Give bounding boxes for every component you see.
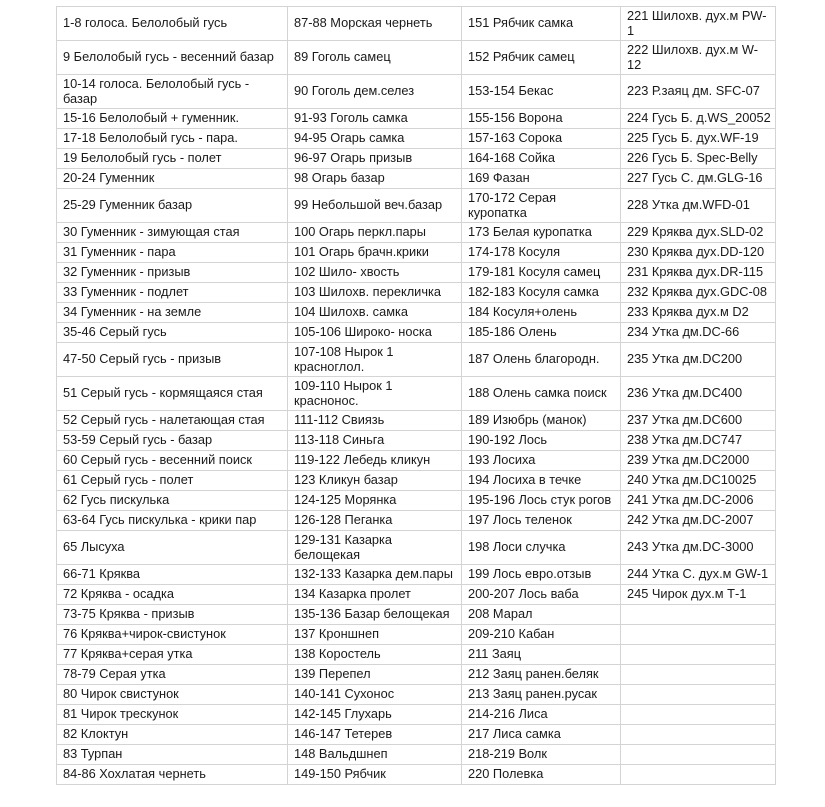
table-cell: 164-168 Сойка [462, 149, 621, 169]
table-cell: 84-86 Хохлатая чернеть [57, 765, 288, 785]
table-cell: 61 Серый гусь - полет [57, 471, 288, 491]
table-cell: 52 Серый гусь - налетающая стая [57, 411, 288, 431]
table-cell: 134 Казарка пролет [288, 585, 462, 605]
table-cell: 152 Рябчик самец [462, 41, 621, 75]
table-row [57, 129, 776, 149]
table-cell: 182-183 Косуля самка [462, 283, 621, 303]
table-row [57, 223, 776, 243]
table-cell: 217 Лиса самка [462, 725, 621, 745]
table-cell: 81 Чирок трескунок [57, 705, 288, 725]
table-row [57, 189, 776, 223]
table-row [57, 7, 776, 41]
table-cell: 243 Утка дм.DC-3000 [621, 531, 776, 565]
table-cell: 199 Лось евро.отзыв [462, 565, 621, 585]
table-cell: 213 Заяц ранен.русак [462, 685, 621, 705]
table-cell: 195-196 Лось стук рогов [462, 491, 621, 511]
table-row [57, 411, 776, 431]
table-cell: 184 Косуля+олень [462, 303, 621, 323]
table-cell: 139 Перепел [288, 665, 462, 685]
table-cell [621, 605, 776, 625]
table-cell: 228 Утка дм.WFD-01 [621, 189, 776, 223]
table-cell: 179-181 Косуля самец [462, 263, 621, 283]
table-cell: 232 Кряква дух.GDC-08 [621, 283, 776, 303]
table-cell: 155-156 Ворона [462, 109, 621, 129]
table-row [57, 765, 776, 785]
table-cell: 227 Гусь С. дм.GLG-16 [621, 169, 776, 189]
table-cell: 187 Олень благородн. [462, 343, 621, 377]
table-cell: 218-219 Волк [462, 745, 621, 765]
table-row [57, 149, 776, 169]
table-cell: 62 Гусь пискулька [57, 491, 288, 511]
table-cell: 15-16 Белолобый + гуменник. [57, 109, 288, 129]
table-cell: 224 Гусь Б. д.WS_20052 [621, 109, 776, 129]
table-cell: 31 Гуменник - пара [57, 243, 288, 263]
table-cell: 235 Утка дм.DC200 [621, 343, 776, 377]
table-cell: 119-122 Лебедь кликун [288, 451, 462, 471]
table-cell: 225 Гусь Б. дух.WF-19 [621, 129, 776, 149]
table-cell: 47-50 Серый гусь - призыв [57, 343, 288, 377]
table-cell: 109-110 Нырок 1 красноноc. [288, 377, 462, 411]
table-row [57, 645, 776, 665]
table-cell: 221 Шилохв. дух.м PW-1 [621, 7, 776, 41]
table-cell: 137 Кроншнеп [288, 625, 462, 645]
table-cell: 214-216 Лиса [462, 705, 621, 725]
table-cell: 73-75 Кряква - призыв [57, 605, 288, 625]
sound-list-sheet [56, 6, 776, 785]
table-cell: 240 Утка дм.DC10025 [621, 471, 776, 491]
table-row [57, 491, 776, 511]
table-row [57, 323, 776, 343]
table-cell: 94-95 Огарь самка [288, 129, 462, 149]
table-cell: 157-163 Сорока [462, 129, 621, 149]
table-row [57, 169, 776, 189]
table-cell: 30 Гуменник - зимующая стая [57, 223, 288, 243]
table-cell [621, 625, 776, 645]
table-cell: 135-136 Базар белощекая [288, 605, 462, 625]
sound-list-table [56, 6, 776, 785]
table-cell: 174-178 Косуля [462, 243, 621, 263]
table-cell: 123 Кликун базар [288, 471, 462, 491]
table-cell: 10-14 голоса. Белолобый гусь - базар [57, 75, 288, 109]
table-cell: 149-150 Рябчик [288, 765, 462, 785]
table-cell: 65 Лысуха [57, 531, 288, 565]
table-cell: 113-118 Синьга [288, 431, 462, 451]
table-cell: 197 Лось теленок [462, 511, 621, 531]
table-cell: 146-147 Тетерев [288, 725, 462, 745]
table-row [57, 243, 776, 263]
table-row [57, 451, 776, 471]
table-cell [621, 725, 776, 745]
table-cell: 98 Огарь базар [288, 169, 462, 189]
table-cell: 244 Утка С. дух.м GW-1 [621, 565, 776, 585]
table-cell: 17-18 Белолобый гусь - пара. [57, 129, 288, 149]
table-row [57, 745, 776, 765]
table-cell: 77 Кряква+серая утка [57, 645, 288, 665]
table-cell: 234 Утка дм.DC-66 [621, 323, 776, 343]
table-cell: 230 Кряква дух.DD-120 [621, 243, 776, 263]
table-row [57, 431, 776, 451]
table-cell: 151 Рябчик самка [462, 7, 621, 41]
table-cell: 80 Чирок свистунок [57, 685, 288, 705]
table-cell: 170-172 Серая куропатка [462, 189, 621, 223]
table-row [57, 283, 776, 303]
table-cell: 111-112 Свиязь [288, 411, 462, 431]
table-cell [621, 765, 776, 785]
table-row [57, 511, 776, 531]
table-cell: 53-59 Серый гусь - базар [57, 431, 288, 451]
table-row [57, 343, 776, 377]
table-cell: 32 Гуменник - призыв [57, 263, 288, 283]
table-cell: 66-71 Кряква [57, 565, 288, 585]
table-cell [621, 685, 776, 705]
table-row [57, 705, 776, 725]
table-cell: 193 Лосиха [462, 451, 621, 471]
table-cell: 103 Шилохв. перекличка [288, 283, 462, 303]
table-cell: 190-192 Лось [462, 431, 621, 451]
table-cell: 238 Утка дм.DC747 [621, 431, 776, 451]
table-cell: 99 Небольшой веч.базар [288, 189, 462, 223]
table-cell: 129-131 Казарка белощекая [288, 531, 462, 565]
table-cell: 105-106 Широко- носка [288, 323, 462, 343]
table-cell: 91-93 Гоголь самка [288, 109, 462, 129]
table-cell: 20-24 Гуменник [57, 169, 288, 189]
table-cell: 87-88 Морская чернеть [288, 7, 462, 41]
table-cell: 212 Заяц ранен.беляк [462, 665, 621, 685]
table-cell [621, 645, 776, 665]
table-row [57, 725, 776, 745]
table-cell: 126-128 Пеганка [288, 511, 462, 531]
table-cell: 222 Шилохв. дух.м W-12 [621, 41, 776, 75]
table-cell: 35-46 Серый гусь [57, 323, 288, 343]
table-cell: 83 Турпан [57, 745, 288, 765]
table-cell: 124-125 Морянка [288, 491, 462, 511]
table-cell: 194 Лосиха в течке [462, 471, 621, 491]
table-cell: 239 Утка дм.DC2000 [621, 451, 776, 471]
table-cell: 200-207 Лось ваба [462, 585, 621, 605]
table-row [57, 625, 776, 645]
table-row [57, 471, 776, 491]
table-cell: 148 Вальдшнеп [288, 745, 462, 765]
table-cell: 1-8 голоса. Белолобый гусь [57, 7, 288, 41]
table-cell: 211 Заяц [462, 645, 621, 665]
table-cell: 78-79 Серая утка [57, 665, 288, 685]
table-row [57, 109, 776, 129]
table-cell: 34 Гуменник - на земле [57, 303, 288, 323]
table-cell: 241 Утка дм.DC-2006 [621, 491, 776, 511]
table-cell: 102 Шило- хвость [288, 263, 462, 283]
table-cell: 33 Гуменник - подлет [57, 283, 288, 303]
table-cell: 96-97 Огарь призыв [288, 149, 462, 169]
table-cell: 9 Белолобый гусь - весенний базар [57, 41, 288, 75]
table-cell: 208 Марал [462, 605, 621, 625]
table-cell: 107-108 Нырок 1 красноглол. [288, 343, 462, 377]
table-cell: 226 Гусь Б. Spec-Belly [621, 149, 776, 169]
table-cell: 245 Чирок дух.м Т-1 [621, 585, 776, 605]
table-row [57, 531, 776, 565]
table-row [57, 665, 776, 685]
table-cell: 76 Кряква+чирок-свистунок [57, 625, 288, 645]
table-cell: 185-186 Олень [462, 323, 621, 343]
table-row [57, 263, 776, 283]
table-cell: 140-141 Сухонос [288, 685, 462, 705]
table-cell: 231 Кряква дух.DR-115 [621, 263, 776, 283]
table-cell: 223 Р.заяц дм. SFC-07 [621, 75, 776, 109]
table-cell: 100 Огарь перкл.пары [288, 223, 462, 243]
table-cell: 19 Белолобый гусь - полет [57, 149, 288, 169]
table-cell: 142-145 Глухарь [288, 705, 462, 725]
table-cell: 101 Огарь брачн.крики [288, 243, 462, 263]
table-cell: 60 Серый гусь - весенний поиск [57, 451, 288, 471]
table-cell: 169 Фазан [462, 169, 621, 189]
table-cell: 237 Утка дм.DC600 [621, 411, 776, 431]
table-cell: 209-210 Кабан [462, 625, 621, 645]
table-row [57, 303, 776, 323]
table-row [57, 565, 776, 585]
table-cell: 233 Кряква дух.м D2 [621, 303, 776, 323]
table-cell: 220 Полевка [462, 765, 621, 785]
table-cell [621, 665, 776, 685]
table-cell: 63-64 Гусь пискулька - крики пар [57, 511, 288, 531]
table-cell: 90 Гоголь дем.селез [288, 75, 462, 109]
table-row [57, 75, 776, 109]
table-row [57, 685, 776, 705]
table-cell [621, 745, 776, 765]
table-cell: 51 Серый гусь - кормящаяся стая [57, 377, 288, 411]
table-cell [621, 705, 776, 725]
table-cell: 229 Кряква дух.SLD-02 [621, 223, 776, 243]
table-cell: 132-133 Казарка дем.пары [288, 565, 462, 585]
table-cell: 138 Коростель [288, 645, 462, 665]
table-cell: 173 Белая куропатка [462, 223, 621, 243]
table-cell: 82 Клоктун [57, 725, 288, 745]
table-row [57, 605, 776, 625]
table-cell: 89 Гоголь самец [288, 41, 462, 75]
table-cell: 188 Олень самка поиск [462, 377, 621, 411]
table-cell: 153-154 Бекас [462, 75, 621, 109]
table-cell: 242 Утка дм.DC-2007 [621, 511, 776, 531]
table-row [57, 585, 776, 605]
table-cell: 72 Кряква - осадка [57, 585, 288, 605]
table-cell: 198 Лоси случка [462, 531, 621, 565]
table-cell: 25-29 Гуменник базар [57, 189, 288, 223]
table-row [57, 377, 776, 411]
table-cell: 104 Шилохв. самка [288, 303, 462, 323]
table-row [57, 41, 776, 75]
table-cell: 236 Утка дм.DC400 [621, 377, 776, 411]
table-cell: 189 Изюбрь (манок) [462, 411, 621, 431]
